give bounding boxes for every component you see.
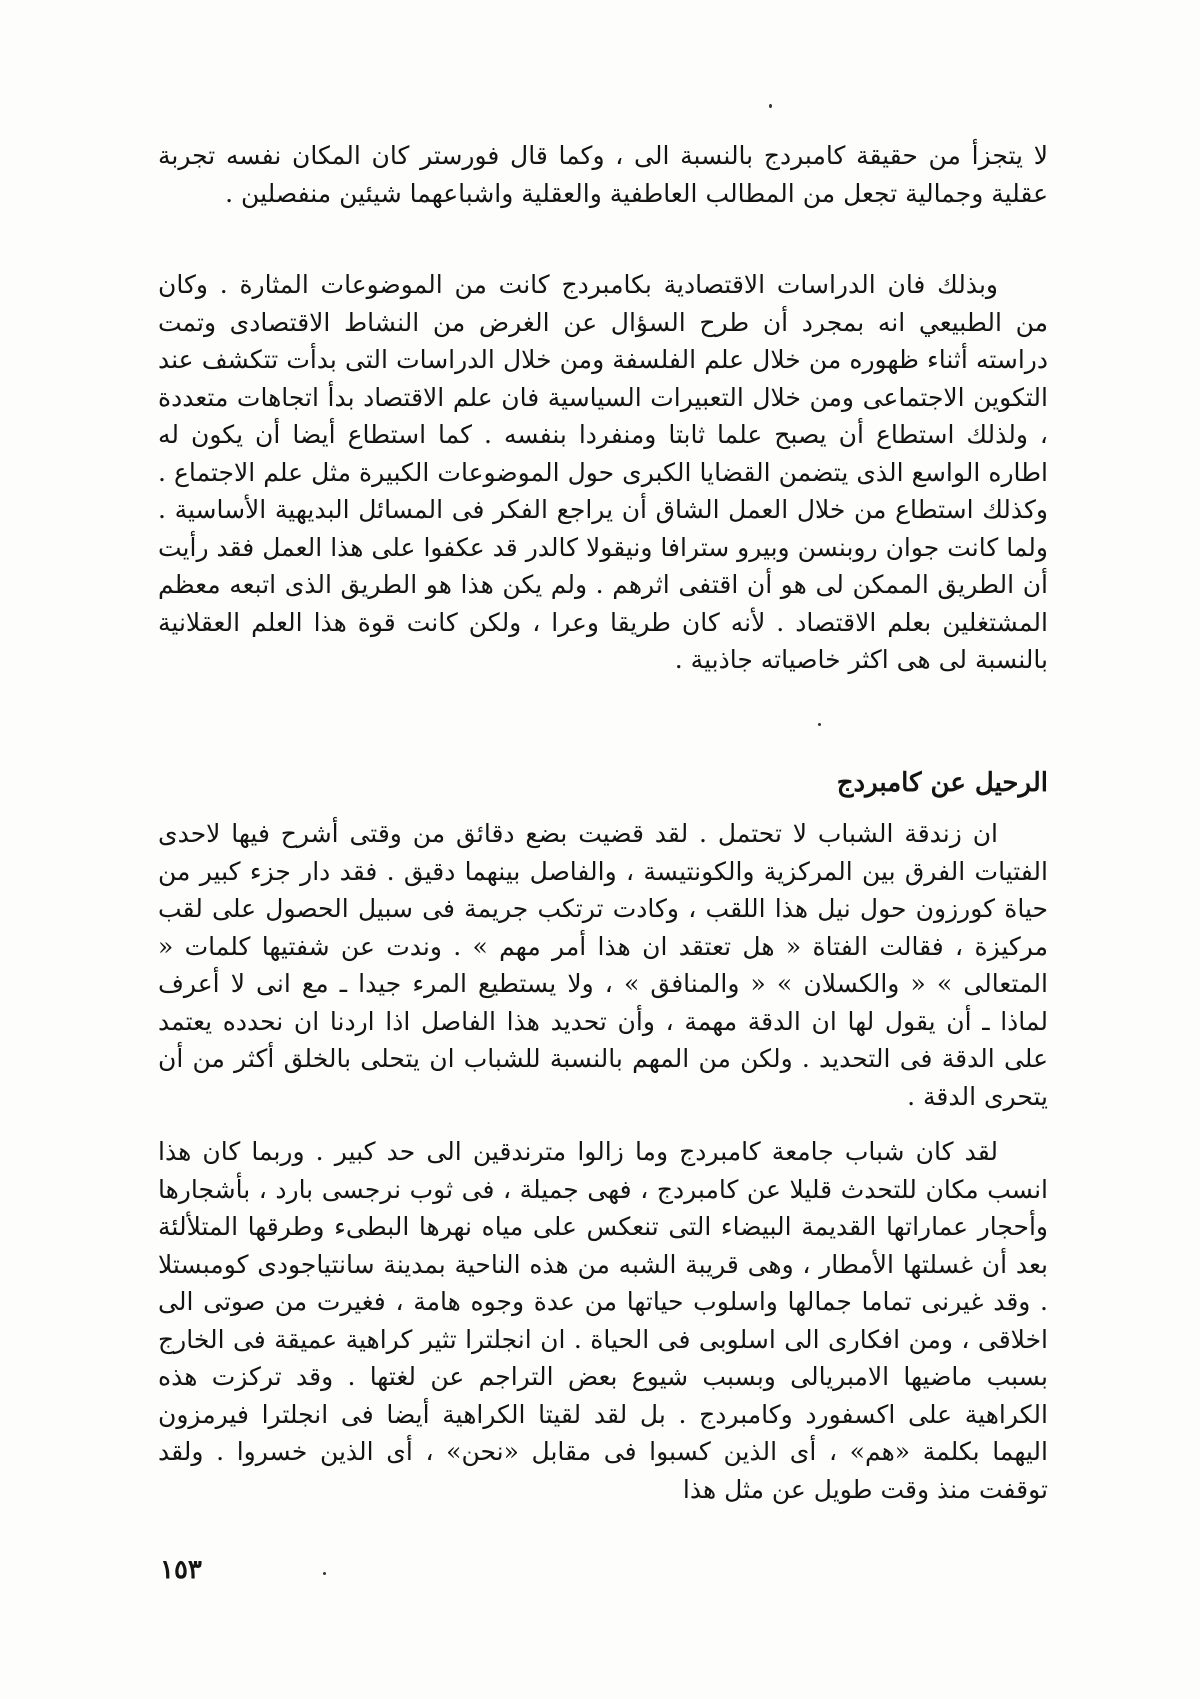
paragraph-economics-block — [158, 266, 1048, 679]
paragraph-1: لا يتجزأ من حقيقة كامبردج بالنسبة الى ، وكما قال فورستر كان المكان نفسه تجربة عقلية وجمالية تجعل من المطالب العاطفية والعقلية واشباعهما شيئين منفصلين . — [158, 141, 1048, 208]
section-heading: الرحيل عن كامبردج — [836, 768, 1048, 798]
paragraph-3: ان زندقة الشباب لا تحتمل . لقد قضيت بضع دقائق من وقتى أشرح فيها لاحدى الفتيات الفرق بين المركزية والكونتيسة ، والفاصل بينهما دقيق . فقد دار جزء كبير من حياة كورزون حول نيل هذا اللقب ، وكادت ترتكب جريمة فى سبيل الحصول على لقب مركيزة ، فقالت الفتاة « هل تعتقد ان هذا أمر مهم » . وندت عن شفتيها كلمات « المتعالى » « والكسلان » « والمنافق » ، ولا يستطيع المرء جيدا ـ مع انى لا أعرف لماذا ـ أن يقول لها ان الدقة مهمة ، وأن تحديد هذا الفاصل اذا اردنا ان نحدده يعتمد على الدقة فى التحديد . ولكن من المهم بالنسبة للشباب ان يتحلى بالخلق أكثر من أن يتحرى الدقة . — [158, 819, 1048, 1111]
paragraph-continuation-block — [158, 137, 1048, 212]
ink-speck — [323, 1572, 326, 1575]
paragraph-cambridge-block — [158, 1133, 1048, 1508]
ink-speck — [769, 104, 772, 108]
paragraph-4: لقد كان شباب جامعة كامبردج وما زالوا مترندقين الى حد كبير . وربما كان هذا انسب مكان للتحدث قليلا عن كامبردج ، فهى جميلة ، فى ثوب نرجسى بارد ، بأشجارها وأحجار عماراتها القديمة البيضاء التى تنعكس على مياه نهرها البطىء وطرقها المتلألئة بعد أن غسلتها الأمطار ، وهى قريبة الشبه من هذه الناحية بمدينة سانتياجودى كومبستلا . وقد غيرنى تماما جمالها واسلوب حياتها من عدة وجوه هامة ، فغيرت من صوتى الى اخلاقى ، ومن افكارى الى اسلوبى فى الحياة . ان انجلترا تثير كراهية عميقة فى الخارج بسبب ماضيها الامبريالى وبسبب شيوع بعض التراجم عن لغتها . وقد تركزت هذه الكراهية على اكسفورد وكامبردج . بل لقد لقيتا الكراهية أيضا فى انجلترا فيرمزون اليهما بكلمة «هم» ، أى الذين كسبوا فى مقابل «نحن» ، أى الذين خسروا . ولقد توقفت منذ وقت طويل عن مثل هذا — [158, 1137, 1048, 1504]
page-number: ١٥٣ — [160, 1555, 202, 1585]
ink-speck — [818, 723, 821, 726]
paragraph-2: وبذلك فان الدراسات الاقتصادية بكامبردج كانت من الموضوعات المثارة . وكان من الطبيعي انه بمجرد أن طرح السؤال عن الغرض من النشاط الاقتصادى وتمت دراسته أثناء ظهوره من خلال علم الفلسفة ومن خلال الدراسات التى بدأت تتكشف عند التكوين الاجتماعى ومن خلال التعبيرات السياسية فان علم الاقتصاد بدأ اتجاهات متعددة ، ولذلك استطاع أن يصبح علما ثابتا ومنفردا بنفسه . كما استطاع أيضا أن يكون له اطاره الواسع الذى يتضمن القضايا الكبرى حول الموضوعات الكبيرة مثل علم الاجتماع . وكذلك استطاع من خلال العمل الشاق أن يراجع الفكر فى المسائل البديهية الأساسية . ولما كانت جوان روبنسن وبيرو سترافا ونيقولا كالدر قد عكفوا على هذا العمل فقد رأيت أن الطريق الممكن لى هو أن اقتفى اثرهم . ولم يكن هذا هو الطريق الذى اتبعه معظم المشتغلين بعلم الاقتصاد . لأنه كان طريقا وعرا ، ولكن كانت قوة هذا العلم العقلانية بالنسبة لى هى اكثر خاصياته جاذبية . — [158, 270, 1048, 674]
paragraph-youth-block — [158, 815, 1048, 1115]
